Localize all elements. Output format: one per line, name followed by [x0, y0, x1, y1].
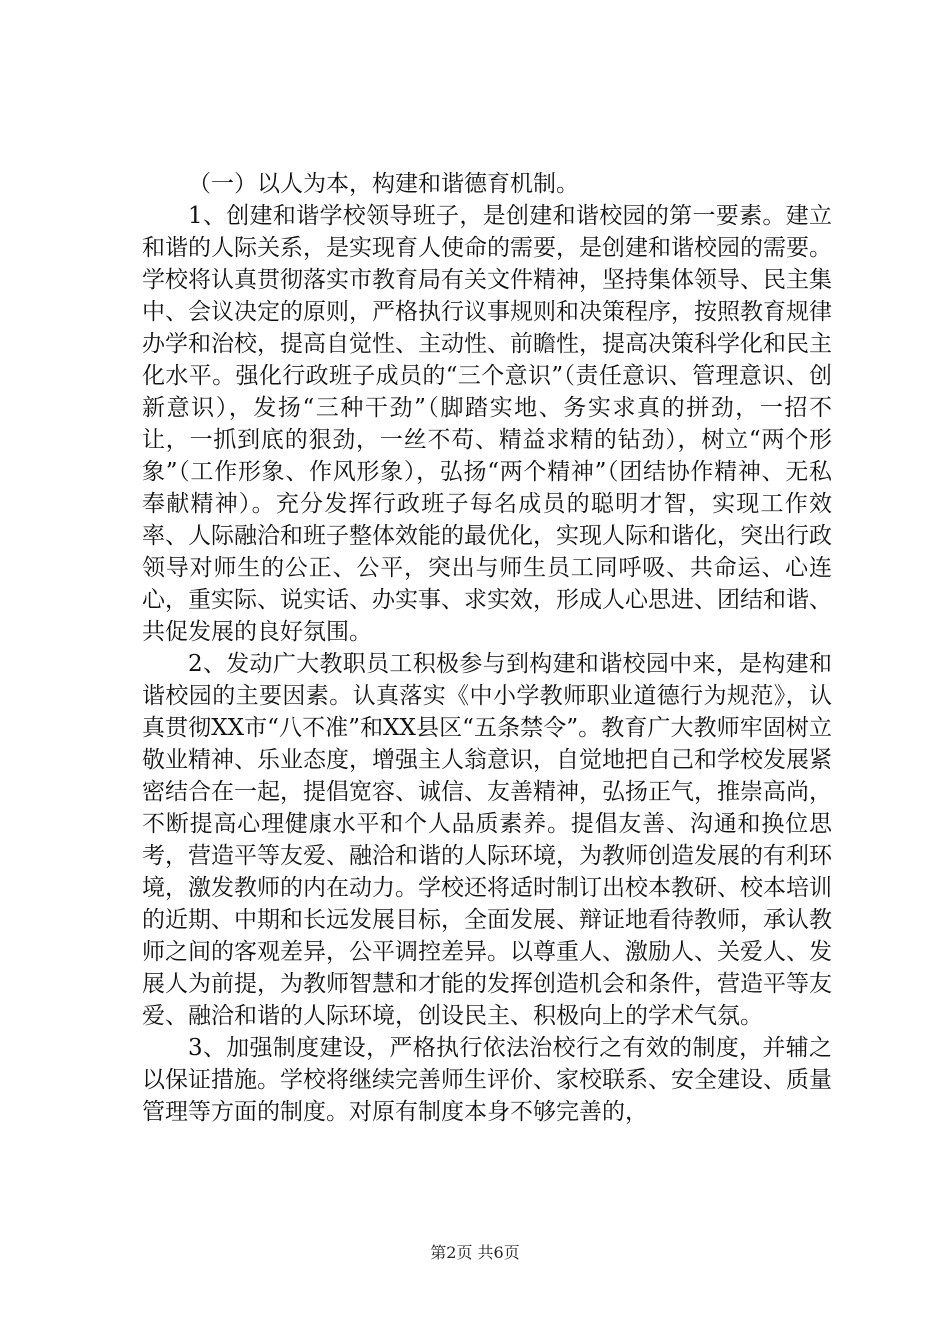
paragraph-1: 1、创建和谐学校领导班子，是创建和谐校园的第一要素。建立和谐的人际关系，是实现育人使命的需要，是创建和谐校园的需要。学校将认真贯彻落实市教育局有关文件精神，坚持集体领导、民主集中、会议决定的原则，严格执行议事规则和决策程序，按照教育规律办学和治校，提高自觉性、主动性、前瞻性，提高决策科学化和民主化水平。强化行政班子成员的“三个意识”（责任意识、管理意识、创新意识），发扬“三种干劲”（脚踏实地、务实求真的拼劲，一招不让，一抓到底的狠劲，一丝不苟、精益求精的钻劲），树立“两个形象”（工作形象、作风形象），弘扬“两个精神”（团结协作精神、无私奉献精神）。充分发挥行政班子每名成员的聪明才智，实现工作效率、人际融洽和班子整体效能的最优化，实现人际和谐化，突出行政领导对师生的公正、公平，突出与师生员工同呼吸、共命运、心连心，重实际、说实话、办实事、求实效，形成人心思进、团结和谐、共促发展的良好氛围。: [142, 203, 832, 645]
paragraph-2: 2、发动广大教职员工积极参与到构建和谐校园中来，是构建和谐校园的主要因素。认真落实《中小学教师职业道德行为规范》，认真贯彻XX市“八不准”和XX县区“五条禁令”。教育广大教师牢固树立敬业精神、乐业态度，增强主人翁意识，自觉地把自己和学校发展紧密结合在一起，提倡宽容、诚信、友善精神，弘扬正气，推崇高尚，不断提高心理健康水平和个人品质素养。提倡友善、沟通和换位思考，营造平等友爱、融洽和谐的人际环境，为教师创造发展的有利环境，激发教师的内在动力。学校还将适时制订出校本教研、校本培训的近期、中期和长远发展目标，全面发展、辩证地看待教师，承认教师之间的客观差异，公平调控差异。以尊重人、激励人、关爱人、发展人为前提，为教师智慧和才能的发挥创造机会和条件，营造平等友爱、融洽和谐的人际环境，创设民主、积极向上的学术气氛。: [142, 651, 832, 1029]
page-footer: 第2页 共6页: [430, 1243, 520, 1262]
paragraph-3: 3、加强制度建设，严格执行依法治校行之有效的制度，并辅之以保证措施。学校将继续完善师生评价、家校联系、安全建设、质量管理等方面的制度。对原有制度本身不够完善的，: [142, 1035, 832, 1125]
document-body: [142, 168, 832, 1128]
section-heading: （一）以人为本，构建和谐德育机制。: [188, 171, 579, 197]
